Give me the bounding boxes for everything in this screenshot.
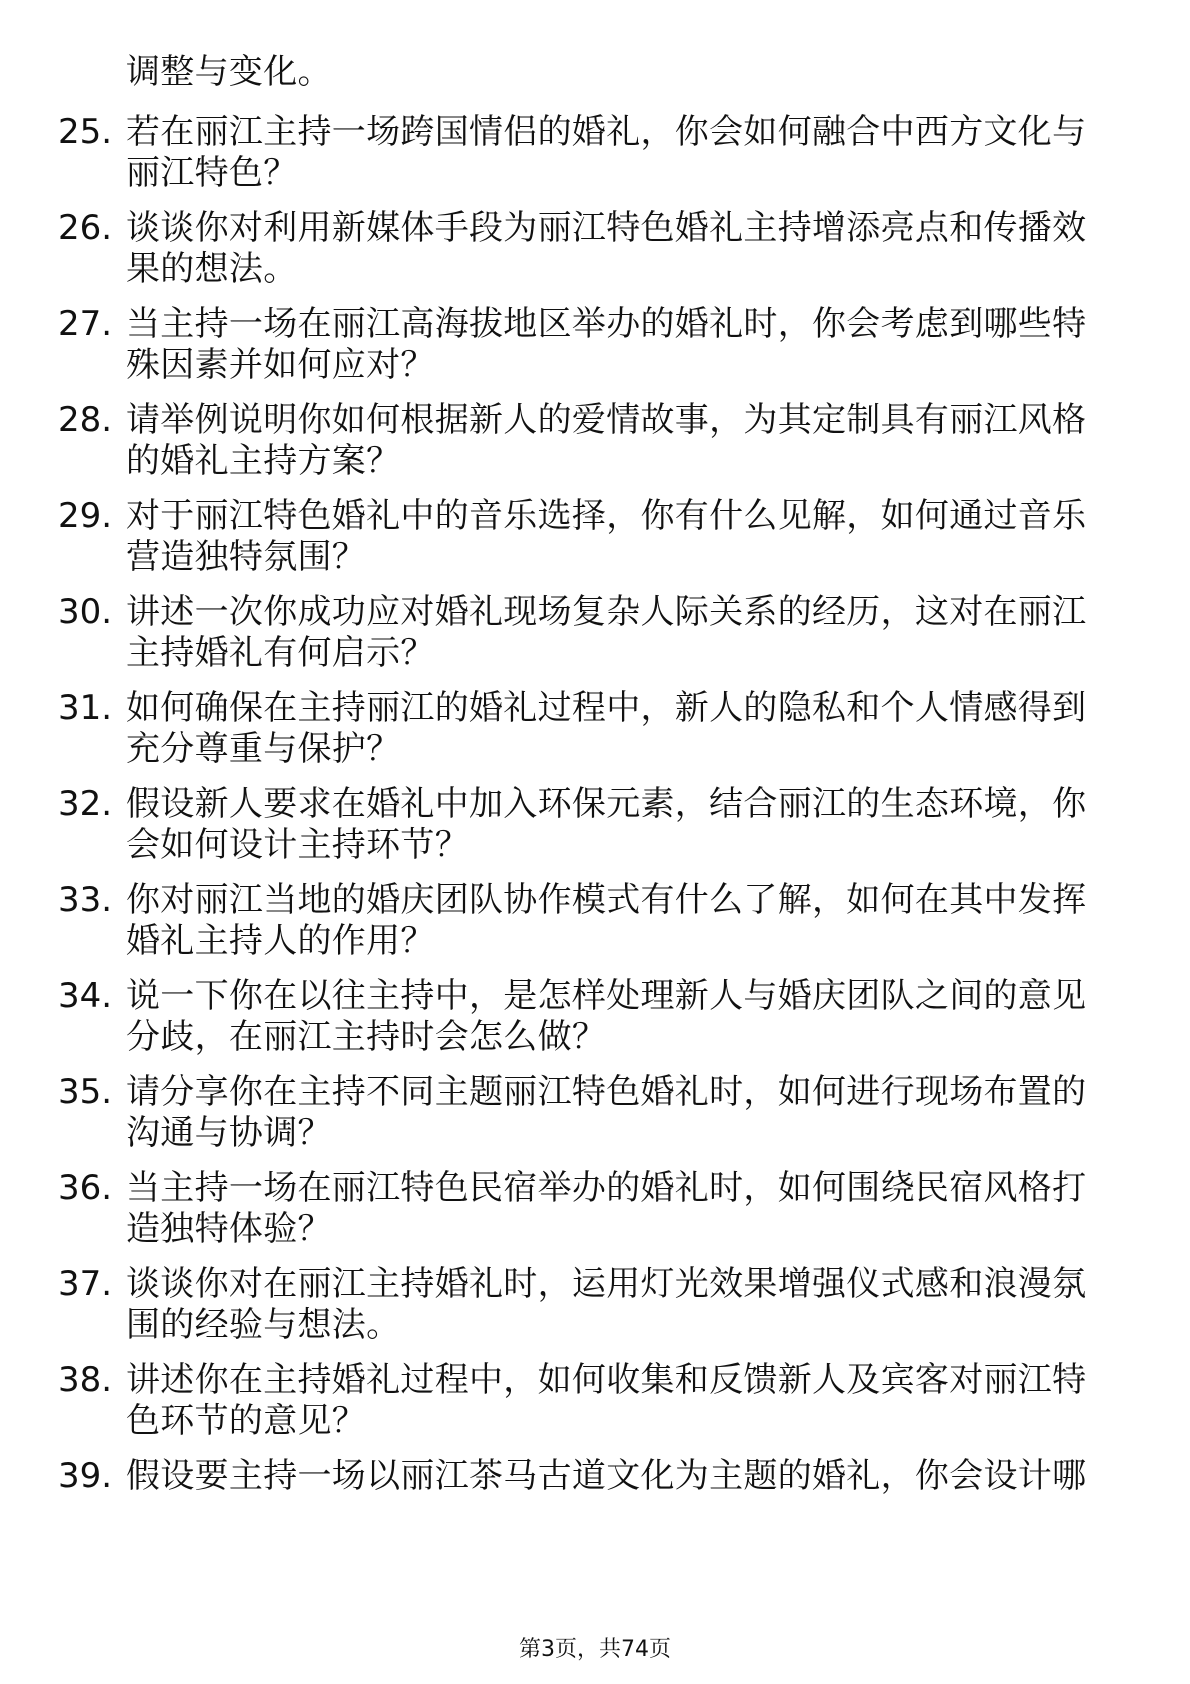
question-number: 30. <box>58 592 113 632</box>
question-line: 你对丽江当地的婚庆团队协作模式有什么了解，如何在其中发挥 <box>126 880 1087 920</box>
question-line: 当主持一场在丽江高海拔地区举办的婚礼时，你会考虑到哪些特 <box>126 304 1087 344</box>
question-line: 沟通与协调？ <box>126 1113 332 1153</box>
question-line: 营造独特氛围？ <box>126 537 367 577</box>
question-line: 造独特体验？ <box>126 1209 332 1249</box>
question-line: 说一下你在以往主持中，是怎样处理新人与婚庆团队之间的意见 <box>126 976 1087 1016</box>
question-line: 若在丽江主持一场跨国情侣的婚礼，你会如何融合中西方文化与 <box>126 112 1087 152</box>
question-line: 谈谈你对利用新媒体手段为丽江特色婚礼主持增添亮点和传播效 <box>126 208 1087 248</box>
question-line: 殊因素并如何应对？ <box>126 345 435 385</box>
continuation-text: 调整与变化。 <box>126 52 332 92</box>
question-number: 27. <box>58 304 113 344</box>
page-footer: 第3页，共74页 <box>519 1637 671 1662</box>
question-number: 31. <box>58 688 113 728</box>
question-line: 会如何设计主持环节？ <box>126 825 469 865</box>
question-number: 37. <box>58 1264 113 1304</box>
question-line: 丽江特色？ <box>126 153 298 193</box>
question-line: 谈谈你对在丽江主持婚礼时，运用灯光效果增强仪式感和浪漫氛 <box>126 1264 1087 1304</box>
question-number: 26. <box>58 208 113 248</box>
question-line: 主持婚礼有何启示？ <box>126 633 435 673</box>
question-line: 请分享你在主持不同主题丽江特色婚礼时，如何进行现场布置的 <box>126 1072 1087 1112</box>
question-number: 32. <box>58 784 113 824</box>
question-line: 围的经验与想法。 <box>126 1305 401 1345</box>
question-line: 对于丽江特色婚礼中的音乐选择，你有什么见解，如何通过音乐 <box>126 496 1087 536</box>
question-line: 分歧，在丽江主持时会怎么做？ <box>126 1017 607 1057</box>
question-line: 假设新人要求在婚礼中加入环保元素，结合丽江的生态环境，你 <box>126 784 1087 824</box>
question-line: 果的想法。 <box>126 249 298 289</box>
question-line: 当主持一场在丽江特色民宿举办的婚礼时，如何围绕民宿风格打 <box>126 1168 1087 1208</box>
question-number: 28. <box>58 400 113 440</box>
question-line: 色环节的意见？ <box>126 1401 367 1441</box>
question-line: 假设要主持一场以丽江茶马古道文化为主题的婚礼，你会设计哪 <box>126 1456 1087 1496</box>
question-line: 讲述你在主持婚礼过程中，如何收集和反馈新人及宾客对丽江特 <box>126 1360 1087 1400</box>
question-number: 33. <box>58 880 113 920</box>
question-number: 29. <box>58 496 113 536</box>
question-line: 请举例说明你如何根据新人的爱情故事，为其定制具有丽江风格 <box>126 400 1087 440</box>
question-number: 25. <box>58 112 113 152</box>
question-number: 36. <box>58 1168 113 1208</box>
question-line: 充分尊重与保护？ <box>126 729 401 769</box>
question-number: 34. <box>58 976 113 1016</box>
question-number: 39. <box>58 1456 113 1496</box>
question-number: 38. <box>58 1360 113 1400</box>
question-line: 讲述一次你成功应对婚礼现场复杂人际关系的经历，这对在丽江 <box>126 592 1087 632</box>
question-line: 婚礼主持人的作用？ <box>126 921 435 961</box>
question-number: 35. <box>58 1072 113 1112</box>
question-line: 的婚礼主持方案？ <box>126 441 401 481</box>
question-line: 如何确保在主持丽江的婚礼过程中，新人的隐私和个人情感得到 <box>126 688 1087 728</box>
